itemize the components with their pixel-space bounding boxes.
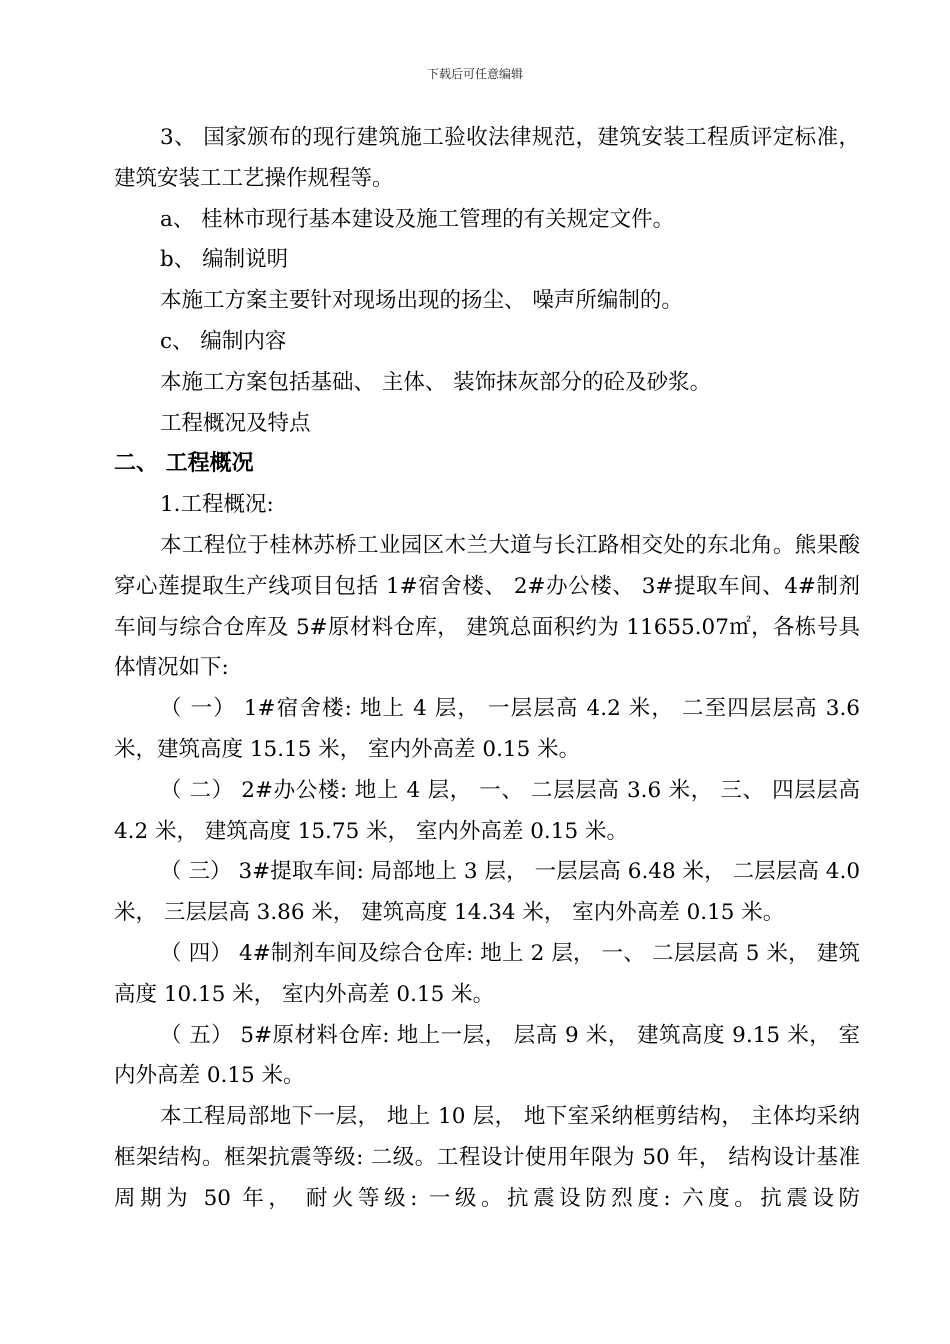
paragraph: 1.工程概况: xyxy=(160,492,274,518)
paragraph: 本施工方案主要针对现场出现的扬尘、 噪声所编制的。 xyxy=(160,288,683,314)
document-body xyxy=(114,118,860,1220)
paragraph: 本施工方案包括基础、 主体、 装饰抹灰部分的砼及砂浆。 xyxy=(160,369,712,395)
paragraph: 本工程局部地下一层， 地上 10 层， 地下室采纳框剪结构， 主体均采纳框架结构。框架抗震等级: 二级。工程设计使用年限为 50 年， 结构设计基准周期为 50 年， 耐火等级: 一级。抗震设防烈度: 六度。抗震设防 xyxy=(114,1104,860,1211)
paragraph: （ 五） 5#原材料仓库: 地上一层， 层高 9 米， 建筑高度 9.15 米， 室内外高差 0.15 米。 xyxy=(114,1022,860,1089)
page-header: 下载后可任意编辑 xyxy=(426,67,523,81)
paragraph: 本工程位于桂林苏桥工业园区木兰大道与长江路相交处的东北角。熊果酸穿心莲提取生产线项目包括 1#宿舍楼、 2#办公楼、 3#提取车间、4#制剂车间与综合仓库及 5#原材料仓库， 建筑总面积约为 11655.07㎡，各栋号具体情况如下: xyxy=(114,532,860,681)
paragraph: （ 二） 2#办公楼: 地上 4 层， 一、 二层层高 3.6 米， 三、 四层层高4.2 米， 建筑高度 15.75 米， 室内外高差 0.15 米。 xyxy=(114,777,860,844)
paragraph: （ 一） 1#宿舍楼: 地上 4 层， 一层层高 4.2 米， 二至四层层高 3.6 米，建筑高度 15.15 米， 室内外高差 0.15 米。 xyxy=(114,696,860,762)
paragraph: a、 桂林市现行基本建设及施工管理的有关规定文件。 xyxy=(160,206,675,232)
paragraph: （ 四） 4#制剂车间及综合仓库: 地上 2 层， 一、 二层层高 5 米， 建筑高度 10.15 米， 室内外高差 0.15 米。 xyxy=(114,940,860,1007)
paragraph: b、 编制说明 xyxy=(160,247,289,273)
section-heading: 二、 工程概况 xyxy=(114,451,254,477)
paragraph: （ 三） 3#提取车间: 局部地上 3 层， 一层层高 6.48 米， 二层层高 4.0米， 三层层高 3.86 米， 建筑高度 14.34 米， 室内外高差 0.15 米。 xyxy=(114,859,860,926)
paragraph: 3、 国家颁布的现行建筑施工验收法律规范，建筑安装工程质评定标准，建筑安装工工艺操作规程等。 xyxy=(114,125,860,191)
paragraph: 工程概况及特点 xyxy=(160,410,311,436)
paragraph: c、 编制内容 xyxy=(160,328,287,354)
